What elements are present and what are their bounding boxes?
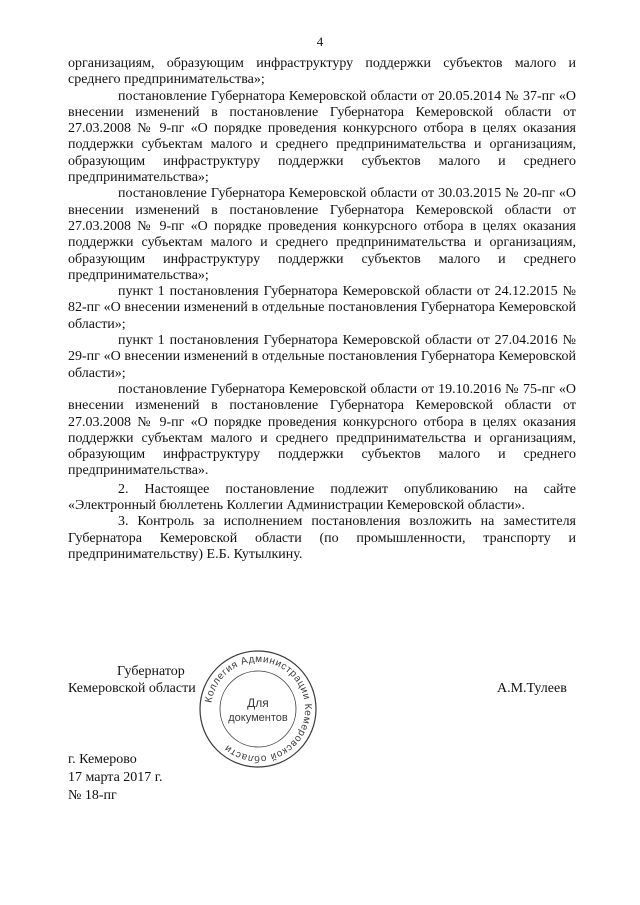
paragraph: 2. Настоящее постановление подлежит опубликованию на сайте «Электронный бюллетень Коллегии Администрации Кемеровской области». — [68, 481, 576, 514]
stamp-ring-text: Коллегия Администрации Кемеровской области — [203, 653, 314, 765]
paragraph: пункт 1 постановления Губернатора Кемеровской области от 27.04.2016 № 29-пг «О внесении изменений в отдельные постановления Губернатора Кемеровской области»; — [68, 333, 576, 381]
document-number: № 18-пг — [68, 788, 117, 803]
signatory-title-line1: Губернатор — [117, 664, 185, 679]
paragraph: пункт 1 постановления Губернатора Кемеровской области от 24.12.2015 № 82-пг «О внесении изменений в отдельные постановления Губернатора Кемеровской области»; — [68, 284, 576, 332]
paragraph: 3. Контроль за исполнением постановления возложить на заместителя Губернатора Кемеровской области (по промышленности, транспорту и предпринимательству) Е.Б. Кутылкину. — [68, 514, 576, 562]
page-number: 4 — [316, 34, 324, 49]
stamp-center-line2: документов — [228, 712, 288, 724]
document-date: 17 марта 2017 г. — [68, 770, 163, 785]
document-body — [68, 56, 576, 563]
stamp-seal-icon — [196, 647, 320, 771]
signatory-title-line2: Кемеровской области — [68, 681, 196, 696]
paragraph: постановление Губернатора Кемеровской области от 20.05.2014 № 37-пг «О внесении изменений в постановление Губернатора Кемеровской области от 27.03.2008 № 9-пг «О порядке проведения конкурсного отбора в целях оказания поддержки субъектам малого и среднего предпринимательства и организациям, образующим инфраструктуру поддержки субъектов малого и среднего предпринимательства»; — [68, 88, 576, 186]
document-place: г. Кемерово — [68, 752, 137, 767]
paragraph: постановление Губернатора Кемеровской области от 30.03.2015 № 20-пг «О внесении изменений в постановление Губернатора Кемеровской области от 27.03.2008 № 9-пг «О порядке проведения конкурсного отбора в целях оказания поддержки субъектам малого и среднего предпринимательства и организациям, образующим инфраструктуру поддержки субъектов малого и среднего предпринимательства»; — [68, 186, 576, 283]
official-stamp — [196, 647, 320, 771]
stamp-center-line1: Для — [247, 696, 269, 710]
paragraph: постановление Губернатора Кемеровской области от 19.10.2016 № 75-пг «О внесении изменений в постановление Губернатора Кемеровской области от 27.03.2008 № 9-пг «О порядке проведения конкурсного отбора в целях оказания поддержки субъектам малого и среднего предпринимательства и организациям, образующим инфраструктуру поддержки субъектов малого и среднего предпринимательства». — [68, 381, 576, 479]
paragraph: организациям, образующим инфраструктуру поддержки субъектов малого и среднего предпринимательства»; — [68, 56, 576, 88]
signatory-name: А.М.Тулеев — [497, 681, 567, 696]
